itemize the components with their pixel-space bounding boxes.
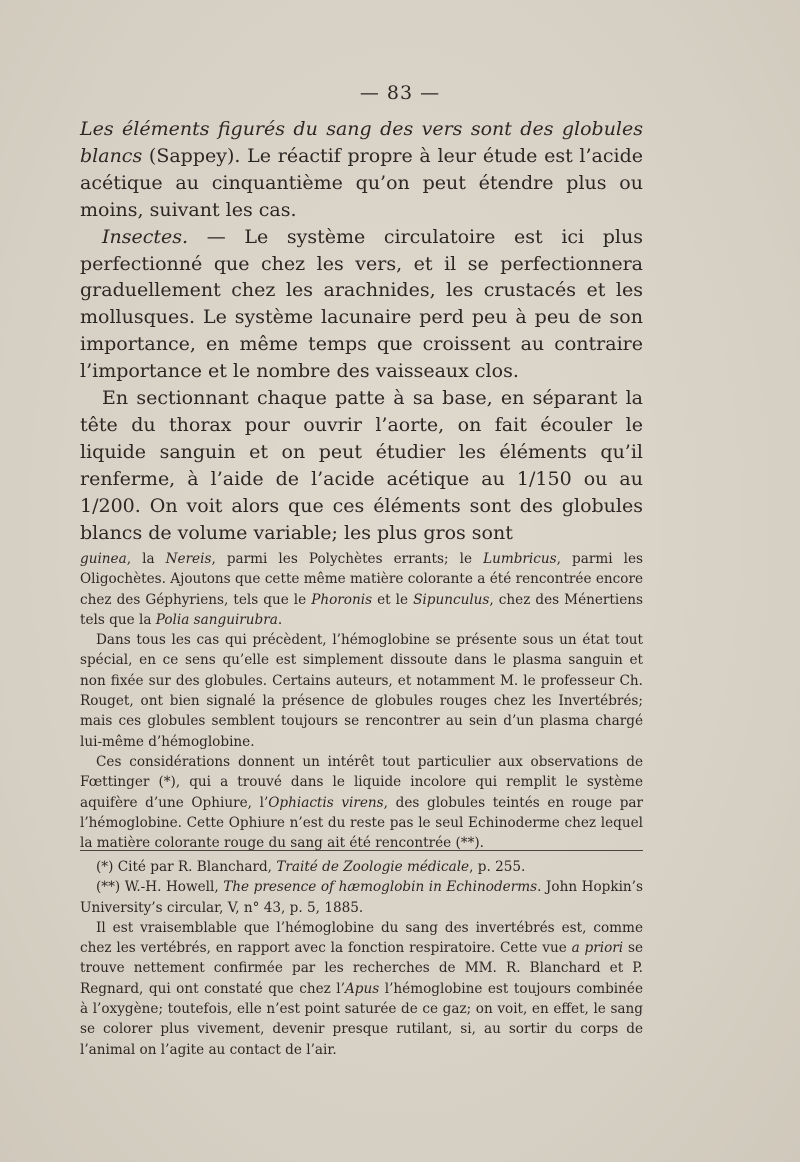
- footnote-paragraph-respiration: [80, 918, 643, 1060]
- footnote-text-run: (*) Cité par R. Blanchard,: [96, 859, 277, 875]
- note-text-run: , chez des Ménertiens tels que la: [80, 591, 643, 628]
- footnote-text-run: , p. 255.: [469, 859, 526, 875]
- note-text-run: , des globules teintés en rouge par l’hémoglobine. Cette Ophiure n’est du reste pas le seul Echinoderme chez lequel la matière colorante rouge du sang ait été rencontrée (**).: [80, 794, 643, 852]
- footnote-1: [80, 857, 643, 877]
- footnote-text-run: se trouve nettement confirmée par les recherches de MM. R. Blanchard et P. Regnard, qui ont constaté que chez l’: [80, 940, 643, 997]
- taxon-name: Sipunculus: [413, 591, 490, 608]
- taxon-name: guinea: [80, 551, 127, 567]
- note-text-run: .: [277, 611, 283, 628]
- taxon-name: Apus: [344, 980, 380, 997]
- footnote-text-run: l’hémoglobine est toujours combinée à l’oxygène; toutefois, elle n’est point saturée de ce gaz; on voit, en effet, le sang se colorer plus vivement, devenir presque rutilant, si, au sortir du corps de l’animal on l’agite au contact de l’air.: [80, 980, 643, 1058]
- note-paragraph-continued: [80, 549, 643, 630]
- paragraph-sectionnant: En sectionnant chaque patte à sa base, en séparant la tête du thorax pour ouvrir l’aorte, on fait écouler le liquide sanguin et on peut étudier les éléments qu’il renferme, à l’aide de l’acide acétique au 1/150 ou au 1/200. On voit alors que ces éléments sont des globules blancs de volume variable; les plus gros sont: [80, 387, 643, 544]
- section-heading-insectes: Insectes.: [102, 225, 189, 248]
- taxon-name: Lumbricus: [483, 551, 557, 567]
- book-title: Traité de Zoologie médicale: [276, 859, 470, 875]
- note-text-run: , parmi les Oligochètes. Ajoutons que cette même matière colorante a été rencontrée encore chez des Géphyriens, tels que le: [80, 551, 643, 608]
- taxon-name: Polia sanguirubra: [155, 611, 278, 628]
- paragraph-text: (Sappey). Le réactif propre à leur étude est l’acide acétique au cinquantième qu’on peut étendre plus ou moins, suivant les cas.: [80, 144, 643, 221]
- taxon-name: Phoronis: [311, 591, 373, 608]
- footnote-2: [80, 877, 643, 918]
- page-number: — 83 —: [359, 82, 441, 104]
- paragraph-vers: [80, 116, 643, 224]
- main-text: [80, 116, 643, 547]
- footnote-text-run: (**) W.-H. Howell,: [96, 879, 224, 896]
- italic-phrase: Les éléments figurés du sang des vers sont des globules blancs: [80, 118, 643, 167]
- taxon-name: Nereis: [165, 551, 212, 567]
- paragraph-insectes: [80, 224, 643, 385]
- note-text: [80, 549, 643, 853]
- italic-phrase: a priori: [571, 940, 624, 957]
- note-paragraph-hemoglobine: Dans tous les cas qui précèdent, l’hémoglobine se présente sous un état tout spécial, en ce sens qu’elle est simplement dissoute dans le plasma sanguin et non fixée sur des globules. Certains auteurs, et notamment M. le professeur Ch. Rouget, ont bien signalé la présence de globules rouges chez les Invertébrés; mais ces globules semblent toujours se rencontrer au sein d’un plasma chargé lui-même d’hémoglobine.: [80, 632, 643, 750]
- note-text-run: , parmi les Polychètes errants; le: [211, 551, 484, 567]
- footnote-divider: [80, 850, 643, 851]
- taxon-name: Ophiactis virens: [268, 794, 384, 811]
- footnote-text-run: . John Hopkin’s University’s circular, V, n° 43, p. 5, 1885.: [80, 879, 643, 916]
- note-text-run: et le: [372, 591, 414, 608]
- footnotes: [80, 857, 643, 1060]
- note-text-run: Ces considérations donnent un intérêt tout particulier aux observations de Fœttinger (*), qui a trouvé dans le liquide incolore qui remplit le système aquifère d’une Ophiure, l’: [80, 753, 643, 811]
- note-text-run: , la: [126, 551, 166, 567]
- book-title: The presence of hæmoglobin in Echinoderms: [223, 879, 538, 896]
- note-paragraph-considerations: [80, 752, 643, 853]
- paragraph-text: — Le système circulatoire est ici plus perfectionné que chez les vers, et il se perfectionnera graduellement chez les arachnides, les crustacés et les mollusques. Le système lacunaire perd peu à peu de son importance, en même temps que croissent au contraire l’importance et le nombre des vaisseaux clos.: [80, 225, 643, 383]
- footnote-text-run: Il est vraisemblable que l’hémoglobine du sang des invertébrés est, comme chez les vertébrés, en rapport avec la fonction respiratoire. Cette vue: [80, 919, 643, 957]
